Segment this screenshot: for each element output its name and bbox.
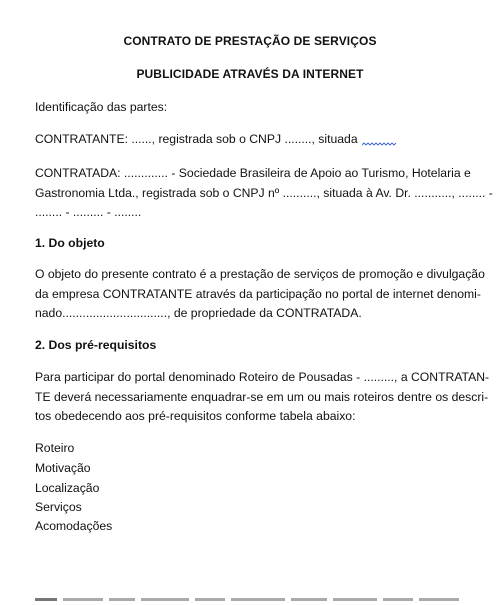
list-item-motivacao: Motivação (35, 461, 91, 475)
list-item-acomodacoes: Acomodações (35, 519, 113, 533)
section-2-heading: 2. Dos pré-requisitos (35, 338, 157, 352)
contratada-line-3: ........ - ......... - ........ (35, 205, 142, 219)
section-2-line-1: Para participar do portal denominado Roteiro de Pousadas - ........., a CONTRATAN- (35, 370, 490, 384)
section-1-line-1: O objeto do presente contrato é a prestação de serviços de promoção e divulgação (35, 267, 485, 281)
section-2-line-3: tos obedecendo aos pré-requisitos conforme tabela abaixo: (35, 409, 356, 423)
section-1-line-3: nado..............................., de propriedade da CONTRATADA. (35, 306, 362, 320)
contratada-line-2: Gastronomia Ltda., registrada sob o CNPJ nº .........., situada à Av. Dr. ..........., ........ - (35, 186, 493, 200)
contratante-line (35, 132, 397, 146)
contratada-line-1 (35, 166, 471, 180)
document-title: CONTRATO DE PRESTAÇÃO DE SERVIÇOS (123, 34, 377, 48)
cut-off-footnote-text (35, 593, 465, 605)
list-item-servicos: Serviços (35, 500, 82, 514)
section-1-line-2: da empresa CONTRATANTE através da participação no portal de internet denomi- (35, 287, 481, 301)
list-item-localizacao: Localização (35, 481, 100, 495)
list-item-roteiro: Roteiro (35, 441, 75, 455)
contratada-description: - Sociedade Brasileira de Apoio ao Turismo, Hotelaria e (171, 166, 471, 180)
section-1-heading: 1. Do objeto (35, 236, 105, 250)
parties-identification-label: Identificação das partes: (35, 100, 168, 114)
contratada-label: CONTRATADA: ............. (35, 166, 168, 180)
section-2-line-2: TE deverá necessariamente enquadrar-se em um ou mais roteiros dentre os descri- (35, 390, 489, 404)
spellcheck-squiggle-icon (362, 142, 397, 146)
contratante-text: CONTRATANTE: ......, registrada sob o CNPJ ........, situada (35, 132, 358, 146)
document-subtitle: PUBLICIDADE ATRAVÉS DA INTERNET (136, 67, 364, 81)
